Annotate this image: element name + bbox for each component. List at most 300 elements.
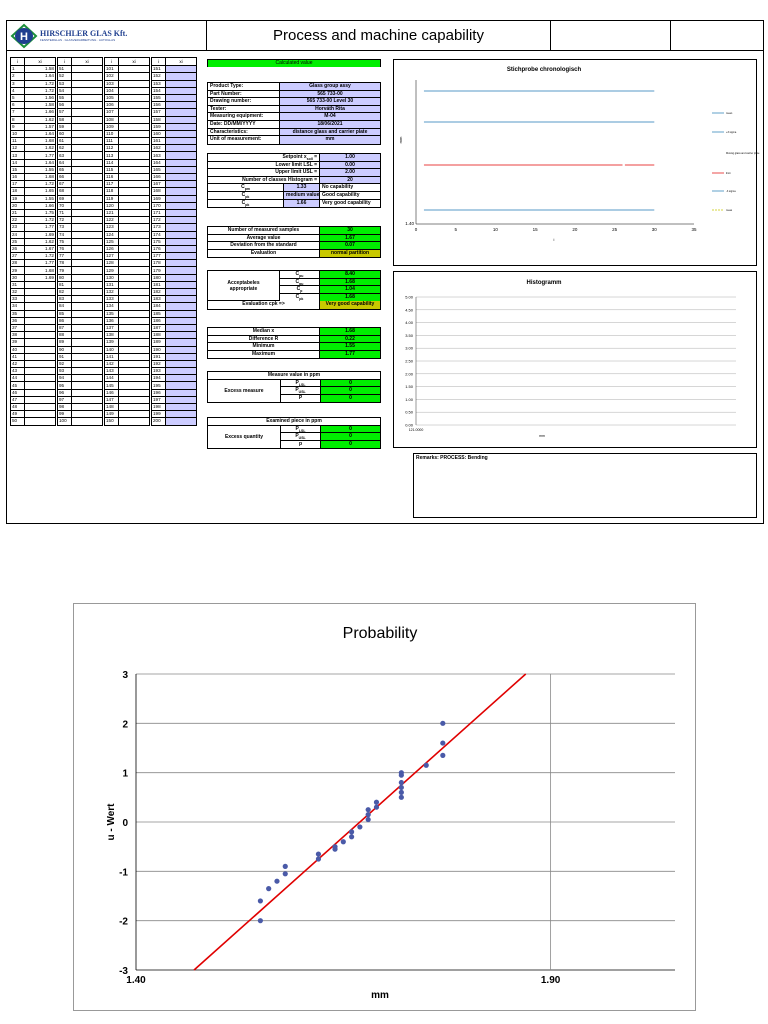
measurement-value[interactable] <box>166 130 197 137</box>
data-point <box>258 918 263 923</box>
measurement-value[interactable] <box>72 123 103 130</box>
measurement-value[interactable] <box>119 360 150 367</box>
measurement-value[interactable] <box>119 195 150 202</box>
measurement-value[interactable] <box>72 188 103 195</box>
measurement-value[interactable]: 1.64 <box>25 130 56 137</box>
measurement-value[interactable] <box>166 389 197 396</box>
row-index: 83 <box>58 296 72 303</box>
measurement-value[interactable] <box>72 411 103 418</box>
table-row <box>11 130 56 137</box>
row-index: 34 <box>11 303 25 310</box>
table-row <box>58 116 103 123</box>
measurement-value[interactable] <box>25 289 56 296</box>
measurement-value[interactable] <box>25 360 56 367</box>
measurement-value[interactable] <box>119 346 150 353</box>
data-point <box>366 807 371 812</box>
measurement-value[interactable] <box>119 418 150 425</box>
measurement-value[interactable] <box>166 231 197 238</box>
measurement-value[interactable] <box>119 389 150 396</box>
measurement-value[interactable] <box>166 87 197 94</box>
measurement-value[interactable] <box>25 346 56 353</box>
measurement-value[interactable] <box>72 368 103 375</box>
x-axis-label: i <box>553 237 555 242</box>
info-row <box>208 129 380 137</box>
measurement-value[interactable] <box>25 317 56 324</box>
measurement-value[interactable] <box>166 159 197 166</box>
measurement-value[interactable] <box>166 310 197 317</box>
measurement-value[interactable]: 1.58 <box>25 102 56 109</box>
measurement-value[interactable] <box>119 188 150 195</box>
measurement-value[interactable] <box>119 209 150 216</box>
info-value[interactable]: mm <box>280 136 380 144</box>
measurement-value[interactable] <box>119 181 150 188</box>
measurement-value[interactable] <box>72 310 103 317</box>
data-point <box>274 879 279 884</box>
measurement-value[interactable]: 1.68 <box>25 267 56 274</box>
measurement-value[interactable] <box>25 310 56 317</box>
measurement-value[interactable] <box>119 332 150 339</box>
measurement-value[interactable] <box>25 281 56 288</box>
measurement-value[interactable] <box>166 80 197 87</box>
measurement-value[interactable] <box>72 389 103 396</box>
measurement-value[interactable]: 1.72 <box>25 87 56 94</box>
measurement-value[interactable]: 1.64 <box>25 159 56 166</box>
measurement-value[interactable] <box>166 368 197 375</box>
measurement-value[interactable] <box>25 324 56 331</box>
measurement-value[interactable] <box>119 253 150 260</box>
measurement-value[interactable] <box>119 260 150 267</box>
measurement-value[interactable] <box>119 145 150 152</box>
row-index: 189 <box>152 339 166 346</box>
capability-value[interactable]: 1.66 <box>284 200 320 208</box>
measurement-value[interactable]: 1.75 <box>25 209 56 216</box>
measurement-value[interactable]: 1.65 <box>25 188 56 195</box>
measurement-value[interactable] <box>166 382 197 389</box>
info-value[interactable]: Glass group assy <box>280 83 380 90</box>
measurement-value[interactable] <box>119 267 150 274</box>
hirschler-logo-icon <box>11 24 37 48</box>
x-tick-label: 0 <box>414 227 418 232</box>
measurement-value[interactable] <box>119 224 150 231</box>
measurement-value[interactable] <box>72 317 103 324</box>
measurement-value[interactable] <box>119 382 150 389</box>
ppm2-row-label <box>281 441 321 449</box>
measurement-value[interactable] <box>72 73 103 80</box>
limit-value[interactable]: 0.00 <box>320 162 380 169</box>
table-row <box>11 310 56 317</box>
info-value[interactable]: 18/06/2021 <box>280 121 380 128</box>
measurement-value[interactable] <box>72 339 103 346</box>
table-row <box>58 418 103 425</box>
measurement-value[interactable] <box>72 296 103 303</box>
measurement-value[interactable] <box>119 152 150 159</box>
measurement-value[interactable] <box>166 296 197 303</box>
measurement-value[interactable] <box>166 245 197 252</box>
measurement-value[interactable] <box>72 138 103 145</box>
measurement-value[interactable] <box>166 152 197 159</box>
measurement-value[interactable] <box>119 274 150 281</box>
measurement-value[interactable] <box>119 166 150 173</box>
measurement-value[interactable]: 1.56 <box>25 94 56 101</box>
measurement-value[interactable] <box>72 238 103 245</box>
measurement-value[interactable] <box>166 260 197 267</box>
measurement-value[interactable] <box>166 353 197 360</box>
measurement-value[interactable]: 1.77 <box>25 152 56 159</box>
measurement-value[interactable] <box>72 324 103 331</box>
row-index: 133 <box>105 296 119 303</box>
measurement-value[interactable]: 1.55 <box>25 166 56 173</box>
row-index: 175 <box>152 238 166 245</box>
measurement-value[interactable] <box>72 80 103 87</box>
measurement-value[interactable]: 1.69 <box>25 274 56 281</box>
row-index: 94 <box>58 375 72 382</box>
measurement-value[interactable] <box>166 195 197 202</box>
table-row <box>152 310 197 317</box>
measurement-value[interactable]: 1.67 <box>25 245 56 252</box>
measurement-value[interactable] <box>166 66 197 73</box>
measurement-value[interactable] <box>72 152 103 159</box>
row-index: 74 <box>58 231 72 238</box>
measurement-value[interactable] <box>25 303 56 310</box>
summary-panel <box>207 327 381 359</box>
measurement-value[interactable] <box>72 66 103 73</box>
measurement-value[interactable] <box>166 109 197 116</box>
measurement-value[interactable] <box>119 339 150 346</box>
measurement-value[interactable] <box>72 130 103 137</box>
row-index: 124 <box>105 231 119 238</box>
table-row <box>11 80 56 87</box>
measurement-value[interactable]: 1.62 <box>25 116 56 123</box>
measurement-value[interactable] <box>119 296 150 303</box>
measurement-value[interactable] <box>119 411 150 418</box>
measurement-value[interactable] <box>119 396 150 403</box>
measurement-value[interactable] <box>166 123 197 130</box>
measurement-value[interactable]: 1.77 <box>25 260 56 267</box>
measurement-value[interactable] <box>119 217 150 224</box>
row-index: 76 <box>58 245 72 252</box>
col-xi-header: xi <box>166 58 197 66</box>
measurement-value[interactable] <box>119 375 150 382</box>
measurement-value[interactable] <box>25 353 56 360</box>
measurement-value[interactable]: 1.68 <box>25 138 56 145</box>
measurement-value[interactable] <box>72 174 103 181</box>
x-tick-label: 25 <box>612 227 618 232</box>
row-index: 131 <box>105 281 119 288</box>
measurement-value[interactable] <box>72 346 103 353</box>
measurement-value[interactable] <box>119 130 150 137</box>
measurement-value[interactable]: 1.72 <box>25 181 56 188</box>
label-text: C <box>241 199 246 206</box>
row-index: 184 <box>152 303 166 310</box>
table-row <box>11 360 56 367</box>
measurement-value[interactable] <box>25 396 56 403</box>
limit-value[interactable]: 1.00 <box>320 154 380 161</box>
measurement-value[interactable] <box>119 73 150 80</box>
measurement-value[interactable] <box>119 353 150 360</box>
table-row <box>152 181 197 188</box>
measurement-value[interactable] <box>166 224 197 231</box>
measurement-value[interactable] <box>119 159 150 166</box>
table-row <box>152 346 197 353</box>
accept-row <box>280 271 380 279</box>
measurement-value[interactable] <box>72 166 103 173</box>
table-row <box>58 66 103 73</box>
measurement-value[interactable] <box>72 116 103 123</box>
measurement-value[interactable] <box>72 382 103 389</box>
table-row <box>105 404 150 411</box>
chronological-chart-svg <box>394 60 760 265</box>
measurement-value[interactable] <box>166 375 197 382</box>
table-row <box>58 368 103 375</box>
measurement-value[interactable] <box>166 289 197 296</box>
measurement-value[interactable] <box>25 296 56 303</box>
measurement-value[interactable] <box>119 202 150 209</box>
measurement-value[interactable] <box>72 217 103 224</box>
row-index: 79 <box>58 267 72 274</box>
table-row <box>152 368 197 375</box>
measurement-value[interactable]: 1.72 <box>25 217 56 224</box>
measurement-value[interactable] <box>166 267 197 274</box>
row-index: 38 <box>11 332 25 339</box>
measurement-value[interactable] <box>72 260 103 267</box>
table-row <box>58 353 103 360</box>
measurement-value[interactable] <box>72 109 103 116</box>
measurement-value[interactable] <box>72 281 103 288</box>
measurement-value[interactable] <box>119 116 150 123</box>
measurement-value[interactable] <box>25 411 56 418</box>
measurement-value[interactable] <box>166 116 197 123</box>
measurement-value[interactable] <box>166 217 197 224</box>
table-row <box>152 382 197 389</box>
measurement-value[interactable] <box>166 166 197 173</box>
measurement-value[interactable] <box>166 346 197 353</box>
y-tick-label: 1.50 <box>405 384 413 390</box>
measurement-value[interactable] <box>72 94 103 101</box>
measurement-value[interactable] <box>72 224 103 231</box>
row-index: 141 <box>105 353 119 360</box>
measurement-value[interactable] <box>25 375 56 382</box>
limit-row <box>208 154 380 162</box>
measurement-value[interactable] <box>166 332 197 339</box>
row-index: 153 <box>152 80 166 87</box>
measurement-value[interactable]: 1.77 <box>25 224 56 231</box>
measurement-value[interactable] <box>166 73 197 80</box>
table-row <box>11 317 56 324</box>
row-index: 54 <box>58 87 72 94</box>
measurement-value[interactable] <box>119 66 150 73</box>
measurement-value[interactable] <box>166 303 197 310</box>
measurement-value[interactable] <box>119 317 150 324</box>
capability-value[interactable]: 1.33 <box>284 184 320 191</box>
measurement-value[interactable] <box>119 289 150 296</box>
measurement-value[interactable] <box>72 332 103 339</box>
measurement-value[interactable] <box>166 274 197 281</box>
measurement-value[interactable] <box>119 404 150 411</box>
measurement-value[interactable] <box>166 145 197 152</box>
measurement-value[interactable] <box>119 245 150 252</box>
measurement-value[interactable] <box>166 94 197 101</box>
measurement-value[interactable] <box>166 253 197 260</box>
measurement-value[interactable] <box>72 353 103 360</box>
measurement-value[interactable] <box>166 138 197 145</box>
measurement-value[interactable] <box>166 317 197 324</box>
measurement-value[interactable] <box>119 87 150 94</box>
measurement-value[interactable] <box>119 303 150 310</box>
info-label: Tester: <box>208 106 280 113</box>
label-text: P <box>295 425 299 432</box>
table-row <box>11 152 56 159</box>
measurement-value[interactable] <box>72 145 103 152</box>
measurement-value[interactable]: 1.64 <box>25 73 56 80</box>
row-index: 29 <box>11 267 25 274</box>
measurement-value[interactable] <box>166 360 197 367</box>
table-row <box>152 188 197 195</box>
measurement-value[interactable] <box>72 274 103 281</box>
measurement-value[interactable] <box>72 202 103 209</box>
row-index: 185 <box>152 310 166 317</box>
measurement-value[interactable] <box>72 418 103 425</box>
table-row <box>152 130 197 137</box>
measurement-value[interactable] <box>166 181 197 188</box>
measurement-value[interactable] <box>72 375 103 382</box>
measurement-value[interactable] <box>72 303 103 310</box>
y-tick-label: 2.00 <box>405 371 413 377</box>
measurement-value[interactable]: 1.62 <box>25 238 56 245</box>
measurement-value[interactable]: 1.62 <box>25 145 56 152</box>
measurement-value[interactable] <box>72 396 103 403</box>
info-row <box>208 83 380 91</box>
x-tick-label: 121.0000 <box>408 428 424 432</box>
measurement-value[interactable] <box>119 94 150 101</box>
row-index: 165 <box>152 166 166 173</box>
measurement-value[interactable] <box>166 404 197 411</box>
measurement-value[interactable] <box>119 231 150 238</box>
measurement-value[interactable] <box>72 102 103 109</box>
measurement-value[interactable] <box>119 324 150 331</box>
table-row <box>105 145 150 152</box>
limit-value[interactable]: 20 <box>320 177 380 184</box>
measurement-value[interactable] <box>166 102 197 109</box>
measurement-value[interactable] <box>25 418 56 425</box>
table-row <box>58 145 103 152</box>
measurement-value[interactable] <box>72 195 103 202</box>
info-value[interactable]: M-04 <box>280 113 380 120</box>
measurement-value[interactable] <box>119 123 150 130</box>
measurement-value[interactable]: 1.55 <box>25 195 56 202</box>
ppm2-row <box>281 441 380 449</box>
measurement-value[interactable] <box>119 368 150 375</box>
measurement-value[interactable] <box>166 324 197 331</box>
measurement-value[interactable]: 1.72 <box>25 253 56 260</box>
table-row <box>11 375 56 382</box>
measurement-value[interactable] <box>72 245 103 252</box>
measurement-value[interactable] <box>166 411 197 418</box>
measurement-value[interactable] <box>119 174 150 181</box>
row-index: 1 <box>11 66 25 73</box>
label-text: C <box>295 271 300 277</box>
measurement-value[interactable]: 1.58 <box>25 66 56 73</box>
measurement-value[interactable] <box>166 418 197 425</box>
measurement-value[interactable] <box>72 181 103 188</box>
measurement-value[interactable] <box>119 138 150 145</box>
row-index: 33 <box>11 296 25 303</box>
measurement-value[interactable]: 1.66 <box>25 202 56 209</box>
ppm1-row <box>281 395 380 403</box>
measurement-value[interactable] <box>166 202 197 209</box>
limit-value[interactable]: 2.00 <box>320 169 380 176</box>
measurement-value[interactable] <box>119 310 150 317</box>
row-index: 102 <box>105 73 119 80</box>
measurement-value[interactable] <box>72 267 103 274</box>
measurement-value[interactable] <box>72 289 103 296</box>
measurement-value[interactable] <box>166 209 197 216</box>
measurement-value[interactable]: 1.72 <box>25 80 56 87</box>
row-index: 182 <box>152 289 166 296</box>
measurement-value[interactable] <box>25 332 56 339</box>
info-value[interactable]: 565 733-00 Level 30 <box>280 98 380 105</box>
measurement-value[interactable] <box>166 188 197 195</box>
info-value[interactable]: distance glass and carrier plate <box>280 129 380 136</box>
table-row <box>11 102 56 109</box>
measurement-value[interactable] <box>119 281 150 288</box>
measurement-value[interactable] <box>166 174 197 181</box>
measurement-value[interactable] <box>166 396 197 403</box>
measurement-value[interactable]: 1.57 <box>25 123 56 130</box>
measurement-value[interactable] <box>72 231 103 238</box>
measurement-value[interactable] <box>25 389 56 396</box>
measurement-value[interactable]: 1.68 <box>25 174 56 181</box>
measurement-value[interactable] <box>119 102 150 109</box>
table-row <box>11 339 56 346</box>
measurement-value[interactable] <box>25 368 56 375</box>
row-index: 116 <box>105 174 119 181</box>
table-row <box>58 324 103 331</box>
measurement-value[interactable] <box>25 404 56 411</box>
table-row <box>58 94 103 101</box>
table-row <box>105 152 150 159</box>
company-logo-cell <box>7 21 207 51</box>
row-index: 19 <box>11 195 25 202</box>
row-index: 90 <box>58 346 72 353</box>
measurement-value[interactable] <box>25 382 56 389</box>
label-text: Lower limit LSL = <box>275 161 317 168</box>
table-row <box>11 181 56 188</box>
measurement-value[interactable] <box>72 360 103 367</box>
measurement-value[interactable] <box>119 238 150 245</box>
measurement-value[interactable] <box>72 87 103 94</box>
measurement-value[interactable] <box>166 339 197 346</box>
measurement-value[interactable] <box>72 404 103 411</box>
measurement-value[interactable] <box>119 80 150 87</box>
info-value[interactable]: Horváth Rita <box>280 106 380 113</box>
stat-value: normal partition <box>320 250 380 258</box>
measurement-value[interactable] <box>72 159 103 166</box>
info-value[interactable]: 565 733-00 <box>280 91 380 98</box>
table-row <box>152 174 197 181</box>
measurement-value[interactable]: 1.66 <box>25 109 56 116</box>
x-tick-label: 35 <box>691 227 697 232</box>
measurement-value[interactable] <box>25 339 56 346</box>
table-row <box>152 217 197 224</box>
capability-value[interactable]: medium value <box>286 191 320 198</box>
row-index: 65 <box>58 166 72 173</box>
measurement-value[interactable] <box>72 209 103 216</box>
measurement-value[interactable] <box>72 253 103 260</box>
measurement-value[interactable]: 1.69 <box>25 231 56 238</box>
measurement-value[interactable] <box>166 281 197 288</box>
measurement-value[interactable] <box>166 238 197 245</box>
measurement-value[interactable] <box>119 109 150 116</box>
